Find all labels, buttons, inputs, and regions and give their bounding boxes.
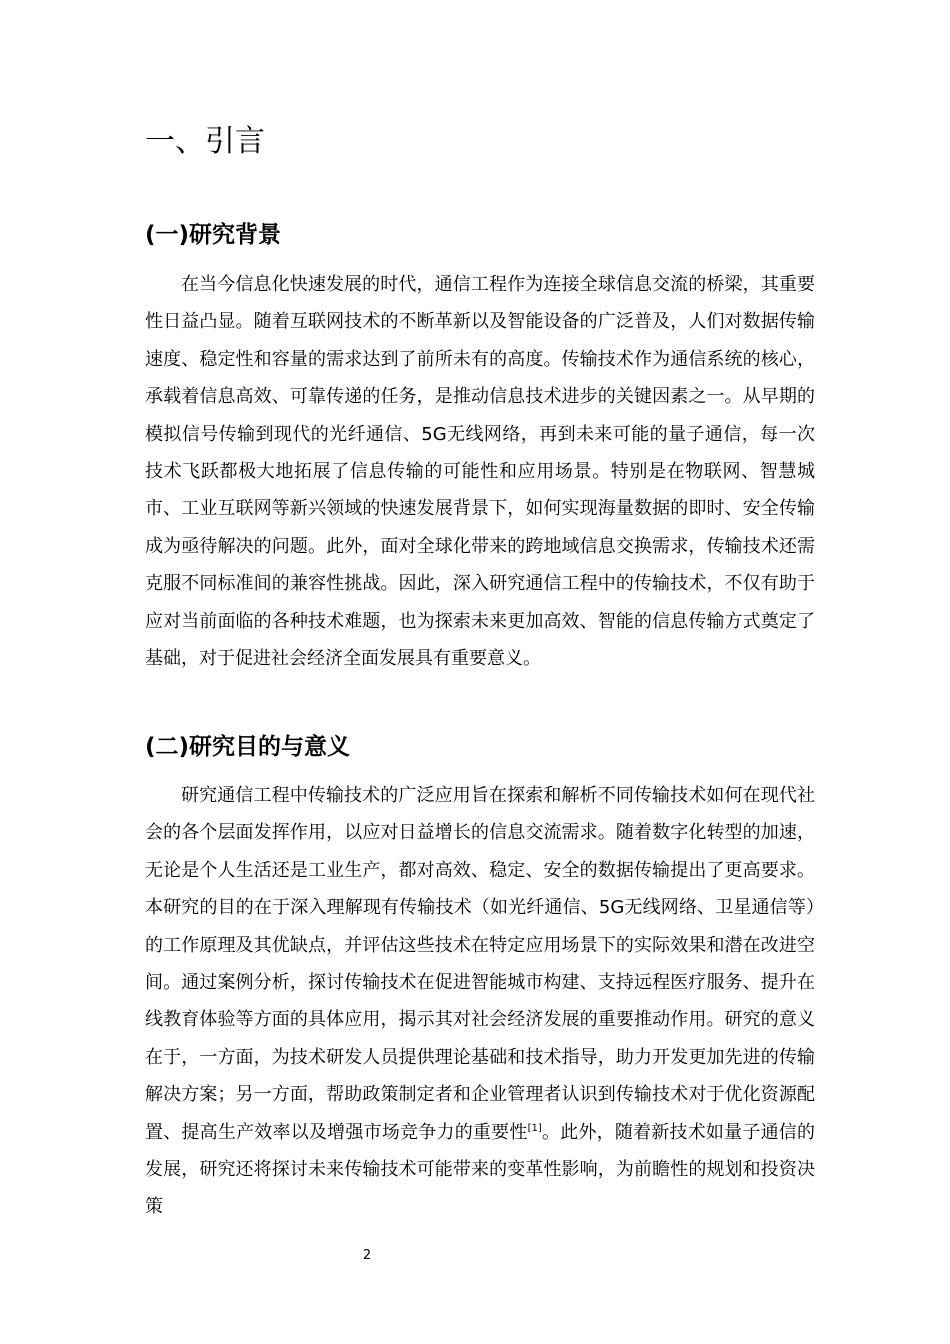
paragraph-purpose-text-after-ref: 。此外，随着新技术如量子通信的发展，研究还将探讨未来传输技术可能带来的变革性影响，为前瞻性的规划和投资决策: [145, 1121, 816, 1218]
reference-mark[interactable]: [1]: [527, 1122, 542, 1134]
section-heading-purpose: (二)研究目的与意义: [145, 734, 351, 760]
section-heading-background: (一)研究背景: [145, 222, 282, 248]
paragraph-background: 在当今信息化快速发展的时代，通信工程作为连接全球信息交流的桥梁，其重要性日益凸显。随着互联网技术的不断革新以及智能设备的广泛普及，人们对数据传输速度、稳定性和容量的需求达到了前所未有的高度。传输技术作为通信系统的核心，承载着信息高效、可靠传递的任务，是推动信息技术进步的关键因素之一。从早期的模拟信号传输到现代的光纤通信、5G无线网络，再到未来可能的量子通信，每一次技术飞跃都极大地拓展了信息传输的可能性和应用场景。特别是在物联网、智慧城市、工业互联网等新兴领域的快速发展背景下，如何实现海量数据的即时、安全传输成为亟待解决的问题。此外，面对全球化带来的跨地域信息交换需求，传输技术还需克服不同标准间的兼容性挑战。因此，深入研究通信工程中的传输技术，不仅有助于应对当前面临的各种技术难题，也为探索未来更加高效、智能的信息传输方式奠定了基础，对于促进社会经济全面发展具有重要意义。: [145, 274, 815, 670]
paragraph-purpose-text-before-ref: 研究通信工程中传输技术的广泛应用旨在探索和解析不同传输技术如何在现代社会的各个层面发挥作用，以应对日益增长的信息交流需求。随着数字化转型的加速，无论是个人生活还是工业生产，都对高效、稳定、安全的数据传输提出了更高要求。本研究的目的在于深入理解现有传输技术（如光纤通信、5G无线网络、卫星通信等）的工作原理及其优缺点，并评估这些技术在特定应用场景下的实际效果和潜在改进空间。通过案例分析，探讨传输技术在促进智能城市构建、支持远程医疗服务、提升在线教育体验等方面的具体应用，揭示其对社会经济发展的重要推动作用。研究的意义在于，一方面，为技术研发人员提供理论基础和技术指导，助力开发更加先进的传输解决方案；另一方面，帮助政策制定者和企业管理者认识到传输技术对于优化资源配置、提高生产效率以及增强市场竞争力的重要性: [145, 785, 815, 1143]
paragraph-purpose: [145, 777, 815, 1226]
chapter-heading: 一、引言: [145, 124, 265, 159]
page-number: 2: [362, 1248, 372, 1263]
